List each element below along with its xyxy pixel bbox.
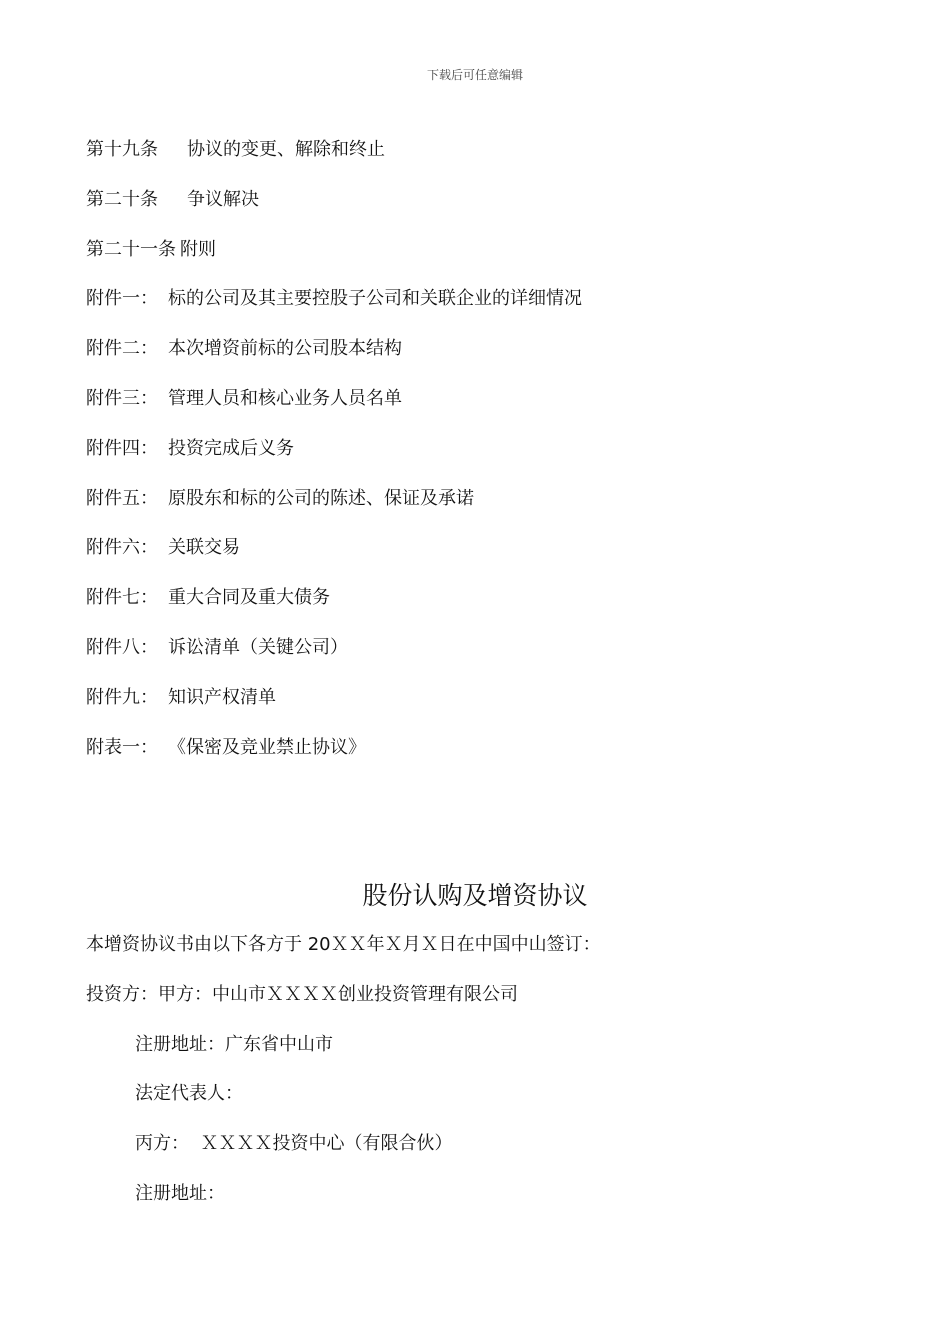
toc-entry (86, 136, 886, 186)
toc-entry (86, 285, 886, 335)
investor-line: 投资方：甲方：中山市ＸＸＸＸ创业投资管理有限公司 (86, 983, 518, 1005)
party-a-representative: 法定代表人： (135, 1083, 243, 1105)
toc-entry-number: 第二十条 (86, 188, 158, 210)
toc-entry-title: 协议的变更、解除和终止 (187, 139, 385, 160)
toc-entry-number: 第二十一条 (86, 238, 176, 260)
toc-entry-number: 附件五： (86, 487, 158, 509)
party-c-line: 丙方： ＸＸＸＸ投资中心（有限合伙） (135, 1133, 453, 1155)
toc-entry-title: 争议解决 (187, 188, 259, 210)
toc-entry-number: 附表一： (86, 736, 158, 758)
toc-entry-title: 投资完成后义务 (168, 437, 294, 459)
document-title: 股份认购及增资协议 (362, 881, 588, 910)
party-c-address: 注册地址： (135, 1182, 225, 1204)
toc-entry-number: 附件八： (86, 636, 158, 658)
toc-entry (86, 186, 886, 236)
toc-entry (86, 236, 886, 286)
toc-entry (86, 485, 886, 535)
toc-entry-number: 附件二： (86, 338, 158, 360)
toc-entry-number: 附件三： (86, 387, 158, 409)
toc-entry-title: 附则 (180, 238, 216, 260)
toc-entry-title: 管理人员和核心业务人员名单 (168, 387, 402, 409)
toc-entry-title: 原股东和标的公司的陈述、保证及承诺 (168, 487, 474, 509)
toc-entry-title: 重大合同及重大债务 (168, 587, 330, 609)
toc-entry-title: 知识产权清单 (168, 686, 276, 708)
toc-entry-title: 《保密及竞业禁止协议》 (168, 736, 366, 758)
toc-entry-number: 附件六： (86, 537, 158, 559)
toc-entry-number: 附件四： (86, 437, 158, 459)
toc-entry (86, 534, 886, 584)
toc-entry (86, 584, 886, 634)
toc-entry (86, 385, 886, 435)
header-note: 下载后可任意编辑 (426, 68, 523, 82)
party-a-address: 注册地址：广东省中山市 (135, 1033, 333, 1055)
toc-entry (86, 734, 886, 784)
toc-entry (86, 335, 886, 385)
toc-entry-number: 附件七： (86, 587, 158, 609)
toc-entry-number: 附件一： (86, 288, 158, 310)
intro-paragraph: 本增资协议书由以下各方于 20ＸＸ年Ｘ月Ｘ日在中国中山签订： (86, 934, 601, 955)
toc-entry (86, 435, 886, 485)
agreement-body (86, 931, 886, 1230)
toc-entry-title: 本次增资前标的公司股本结构 (168, 338, 402, 360)
toc-entry-title: 标的公司及其主要控股子公司和关联企业的详细情况 (168, 288, 582, 310)
toc-entry (86, 684, 886, 734)
toc-entry-number: 附件九： (86, 686, 158, 708)
table-of-contents (86, 136, 886, 783)
toc-entry-title: 关联交易 (168, 537, 240, 559)
toc-entry-title: 诉讼清单（关键公司） (168, 636, 348, 658)
toc-entry-number: 第十九条 (86, 139, 158, 160)
toc-entry (86, 634, 886, 684)
